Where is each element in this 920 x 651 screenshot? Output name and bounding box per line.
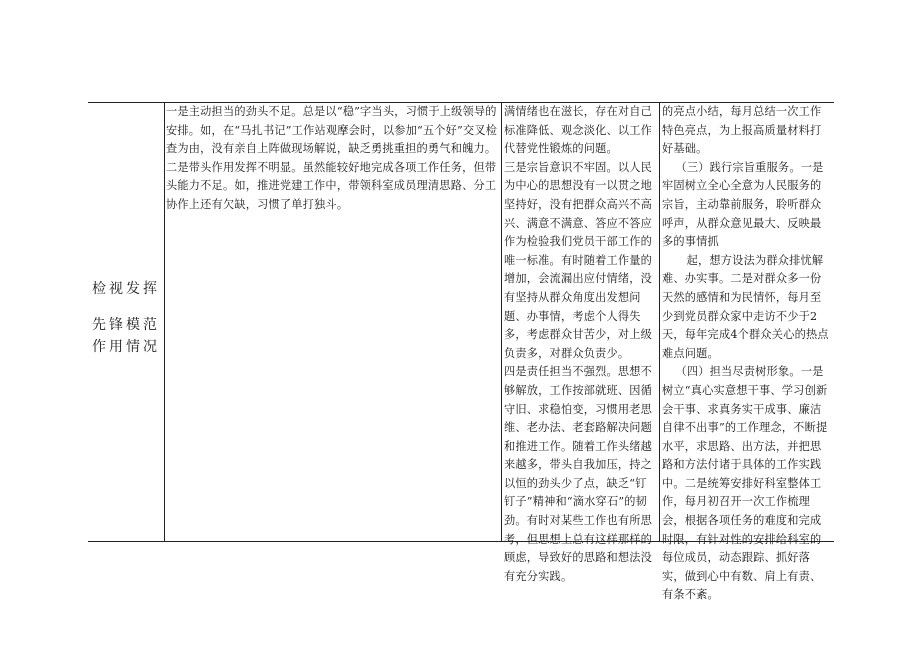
causes-cell (504, 103, 656, 586)
column-divider-2 (501, 102, 502, 542)
measures-paragraph-1: 的亮点小结，每月总结一次工作特色亮点，为上报高质量材料打好基础。 (662, 105, 822, 156)
problems-cell (166, 103, 498, 215)
row-label-line3: 作用情况 (92, 339, 160, 355)
measures-paragraph-3: 起，想方设法为群众排忧解难、办实事。二是对群众多一份天然的感情和为民情怀，每月至少到党员群众家中走访不少于2天，每年完成4个群众关心的热点难点问题。 (662, 253, 829, 360)
column-divider-3 (659, 102, 660, 542)
measures-paragraph-4: （四）担当尽责树形象。一是树立“真心实意想干事、学习创新会干事、求真务实干成事、廉洁自律不出事”的工作理念，不断提水平，求思路、出方法，并把思路和方法付诸于具体的工作实践中。二是统筹安排好科室整体工作，每月初召开一次工作梳理会，根据各项任务的难度和完成时限，有针对性的安排给科室的每位成员，动态跟踪、抓好落实，做到心中有数、肩上有责、有条不紊。 (662, 365, 828, 602)
row-label (88, 278, 164, 358)
problems-text: 一是主动担当的劲头不足。总是以“稳”字当头，习惯于上级领导的安排。如，在“马扎书记”工作站观摩会时，以参加“五个好”交叉检查为由，没有亲自上阵做现场解说，缺乏勇挑重担的勇气和魄力。二是带头作用发挥不明显。虽然能较好地完成各项工作任务，但带头能力不足。如，推进党建工作中，带领科室成员理清思路、分工协作上还有欠缺，习惯了单打独斗。 (166, 105, 498, 211)
causes-paragraph-3: 四是责任担当不强烈。思想不够解放，工作按部就班、因循守旧、求稳怕变，习惯用老思维、老办法、老套路解决问题和推进工作。随着工作头绪越来越多，带头自我加压，持之以恒的劲头少了点，缺乏“钉钉子”精神和“滴水穿石”的韧劲。有时对某些工作也有所思考，但思想上总有这样那样的顾虑，导致好的思路和想法没有充分实践。 (504, 365, 653, 583)
row-label-line2: 先锋模范 (92, 317, 160, 333)
causes-paragraph-1: 满情绪也在滋长，存在对自己标准降低、观念淡化、以工作代替党性锻炼的问题。 (504, 105, 653, 156)
causes-paragraph-2: 三是宗旨意识不牢固。以人民为中心的思想没有一以贯之地坚持好，没有把群众高兴不高兴、满意不满意、答应不答应作为检验我们党员干部工作的唯一标准。有时随着工作量的增加，会流漏出应付情绪，没有坚持从群众角度出发想问题、办事情，考虑个人得失多，考虑群众甘苦少，对上级负责多，对群众负责少。 (504, 160, 653, 360)
column-divider-1 (164, 102, 165, 542)
row-label-line1: 检视发挥 (92, 281, 160, 297)
measures-cell (662, 103, 830, 605)
measures-paragraph-2: （三）践行宗旨重服务。一是牢固树立全心全意为人民服务的宗旨，主动靠前服务，聆听群众呼声，从群众意见最大、反映最多的事情抓 (662, 160, 824, 249)
review-table (88, 102, 834, 602)
